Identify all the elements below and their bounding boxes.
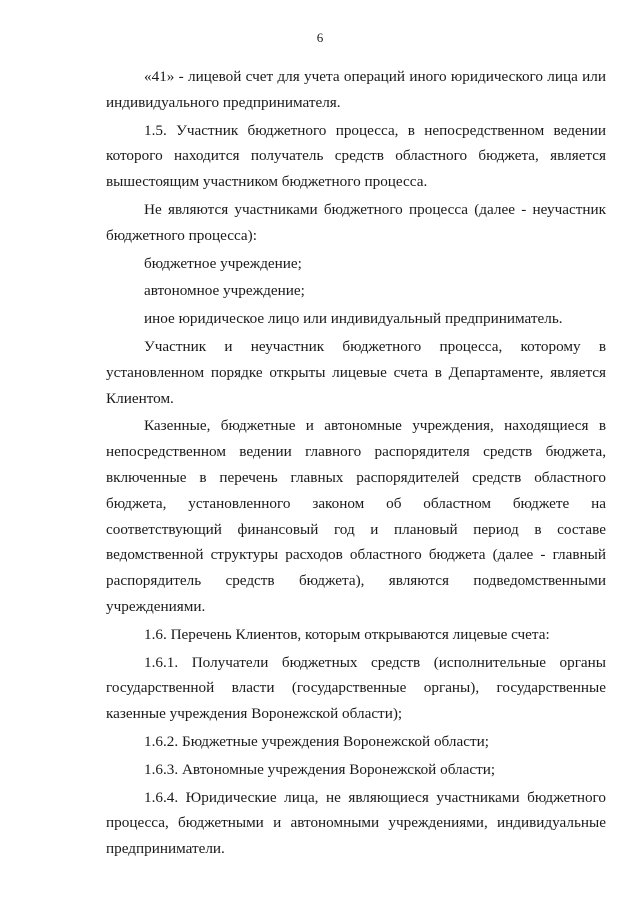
paragraph-account-41: «41» - лицевой счет для учета операций иного юридического лица или индивидуального предпринимателя.: [106, 68, 606, 111]
paragraph-1-6-2: 1.6.2. Бюджетные учреждения Воронежской области;: [144, 732, 489, 750]
paragraph-1-6-1: 1.6.1. Получатели бюджетных средств (исполнительные органы государственной власти (государственные органы), государственные казенные учреждения Воронежской области);: [106, 653, 606, 723]
paragraph-1-6-3: 1.6.3. Автономные учреждения Воронежской области;: [144, 760, 496, 778]
paragraph-non-participants: Не являются участниками бюджетного процесса (далее - неучастник бюджетного процесса):: [106, 200, 606, 244]
paragraph-1-6: 1.6. Перечень Клиентов, которым открываются лицевые счета:: [144, 625, 550, 643]
paragraph-subordinate-institutions: Казенные, бюджетные и автономные учреждения, находящиеся в непосредственном ведении главного распорядителя средств бюджета, включенные в перечень главных распорядителей средств областного бюджета, установленного законом об областном бюджете на соответствующий финансовый год и плановый период в составе ведомственной структуры расходов областного бюджета (далее - главный распорядитель средств бюджета), являются подведомственными учреждениями.: [106, 417, 606, 615]
paragraph-client-definition: Участник и неучастник бюджетного процесса, которому в установленном порядке открыты лицевые счета в Департаменте, является Клиентом.: [106, 337, 606, 407]
document-body: [106, 64, 606, 862]
paragraph-1-5: 1.5. Участник бюджетного процесса, в непосредственном ведении которого находится получатель средств областного бюджета, является вышестоящим участником бюджетного процесса.: [106, 121, 606, 191]
list-item-autonomous-institution: автономное учреждение;: [144, 282, 305, 300]
list-item-other-entity: иное юридическое лицо или индивидуальный предприниматель.: [144, 310, 563, 328]
list-item-budget-institution: бюджетное учреждение;: [144, 254, 302, 272]
page-number: 6: [316, 30, 324, 45]
paragraph-1-6-4: 1.6.4. Юридические лица, не являющиеся участниками бюджетного процесса, бюджетными и автономными учреждениями, индивидуальные предприниматели.: [106, 788, 606, 858]
